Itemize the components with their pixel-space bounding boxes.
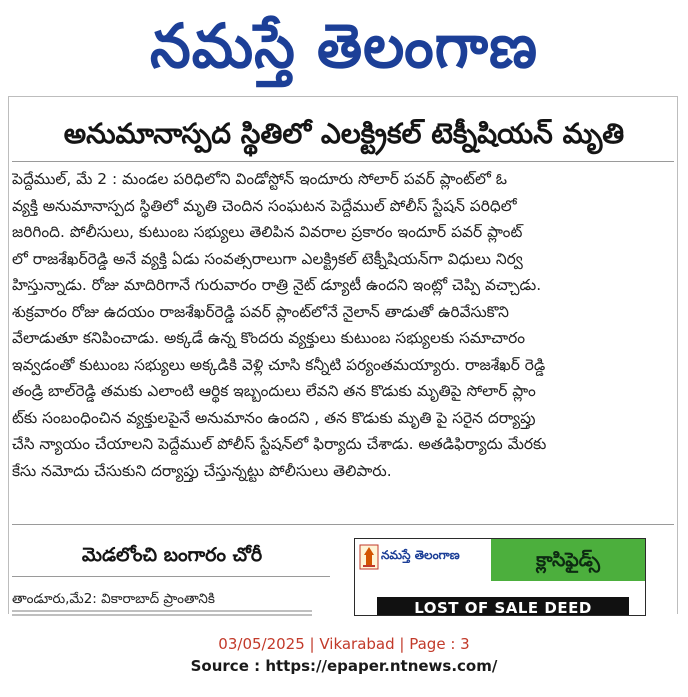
footer-source: Source : https://epaper.ntnews.com/ [190, 657, 498, 675]
article-line: జరిగింది. పోలీసులు, కుటుంబ సభ్యులు తెలిపిన వివరాల ప్రకారం ఇందూర్ పవర్ ప్లాంట్ [12, 223, 523, 241]
frame-right-border [677, 96, 678, 614]
article-body [12, 166, 672, 484]
article-line: లో రాజశేఖర్‌రెడ్డి అనే వ్యక్తి ఏడు సంవత్సరాలుగా ఎలక్ట్రికల్ టెక్నీషియన్‌గా విధులు నిర్వ [12, 249, 523, 268]
second-headline-divider [12, 576, 330, 577]
article-line: చేసి న్యాయం చేయాలని పెద్దేముల్ పోలీస్ స్టేషన్‌లో ఫిర్యాదు చేశాడు. అతడిఫిర్యాదు మేరకు [12, 435, 547, 453]
footer-meta: 03/05/2025 | Vikarabad | Page : 3 [218, 635, 470, 653]
article-headline: అనుమానాస్పద స్థితిలో ఎలక్ట్రికల్ టెక్నీషియన్ మృతి [63, 117, 625, 150]
lost-sale-deed-heading: LOST OF SALE DEED [414, 599, 592, 616]
article-line: ఇవ్వడంతో కుటుంబ సభ్యులు అక్కడికి వెళ్లి చూసి కన్నీటి పర్యంతమయ్యారు. రాజశేఖర్ రెడ్డి [12, 355, 546, 374]
frame-top-border [8, 96, 678, 97]
article-line: వేలాడుతూ కనిపించాడు. అక్కడే ఉన్న కొందరు వ్యక్తులు కుటుంబ సభ్యులకు సమాచారం [12, 329, 526, 347]
classifieds-box [354, 538, 646, 616]
article-line: ట్‌కు సంబంధించిన వ్యక్తులపైనే అనుమానం ఉందని , తన కొడుకు మృతి పై సరైన దర్యాప్తు [12, 408, 536, 427]
article-line: కేసు నమోదు చేసుకుని దర్యాప్తు చేస్తున్నట్టు పోలీసులు తెలిపారు. [12, 461, 392, 480]
second-article-first-line: తాండూరు,మే2: వికారాబాద్ ప్రాంతానికి [12, 591, 215, 607]
classifieds-banner [491, 539, 645, 581]
article-line: శుక్రవారం రోజు ఉదయం రాజశేఖర్‌రెడ్డి పవర్ ప్లాంట్‌లోనే నైలాన్ తాడుతో ఉరివేసుకొని [12, 302, 509, 321]
article-line: తండ్రి బాల్‌రెడ్డి తమకు ఎలాంటి ఆర్థిక ఇబ్బందులు లేవని తన కొడుకు మృతిపై సోలార్ ప్లాం [12, 382, 536, 400]
second-article-headline: మెడలోంచి బంగారం చోరీ [81, 544, 263, 566]
masthead-title: నమస్తే తెలంగాణ [150, 10, 538, 82]
classifieds-masthead: నమస్తే తెలంగాణ [381, 548, 460, 562]
masthead [0, 0, 688, 92]
temple-logo-icon [359, 543, 379, 571]
second-article-cut-off-text [12, 608, 332, 616]
article-end-divider [12, 524, 674, 525]
headline-divider [12, 161, 674, 162]
frame-left-border [8, 96, 9, 614]
article-line: హిస్తున్నాడు. రోజు మాదిరిగానే గురువారం రాత్రి నైట్ డ్యూటీ ఉందని ఇంట్లో చెప్పి వచ్చాడు. [12, 276, 542, 294]
article-line: పెద్దేముల్, మే 2 : మండల పరిధిలోని విండోస్టోన్ ఇందూరు సోలార్ పవర్ ప్లాంట్‌లో ఓ [12, 170, 508, 188]
lost-sale-deed-bar [377, 597, 629, 616]
article-line: వ్యక్తి అనుమానాస్పద స్థితిలో మృతి చెందిన సంఘటన పెద్దేముల్ పోలీస్ స్టేషన్ పరిధిలో [12, 196, 517, 215]
classifieds-banner-label: క్లాసిఫైడ్స్ [536, 549, 600, 571]
